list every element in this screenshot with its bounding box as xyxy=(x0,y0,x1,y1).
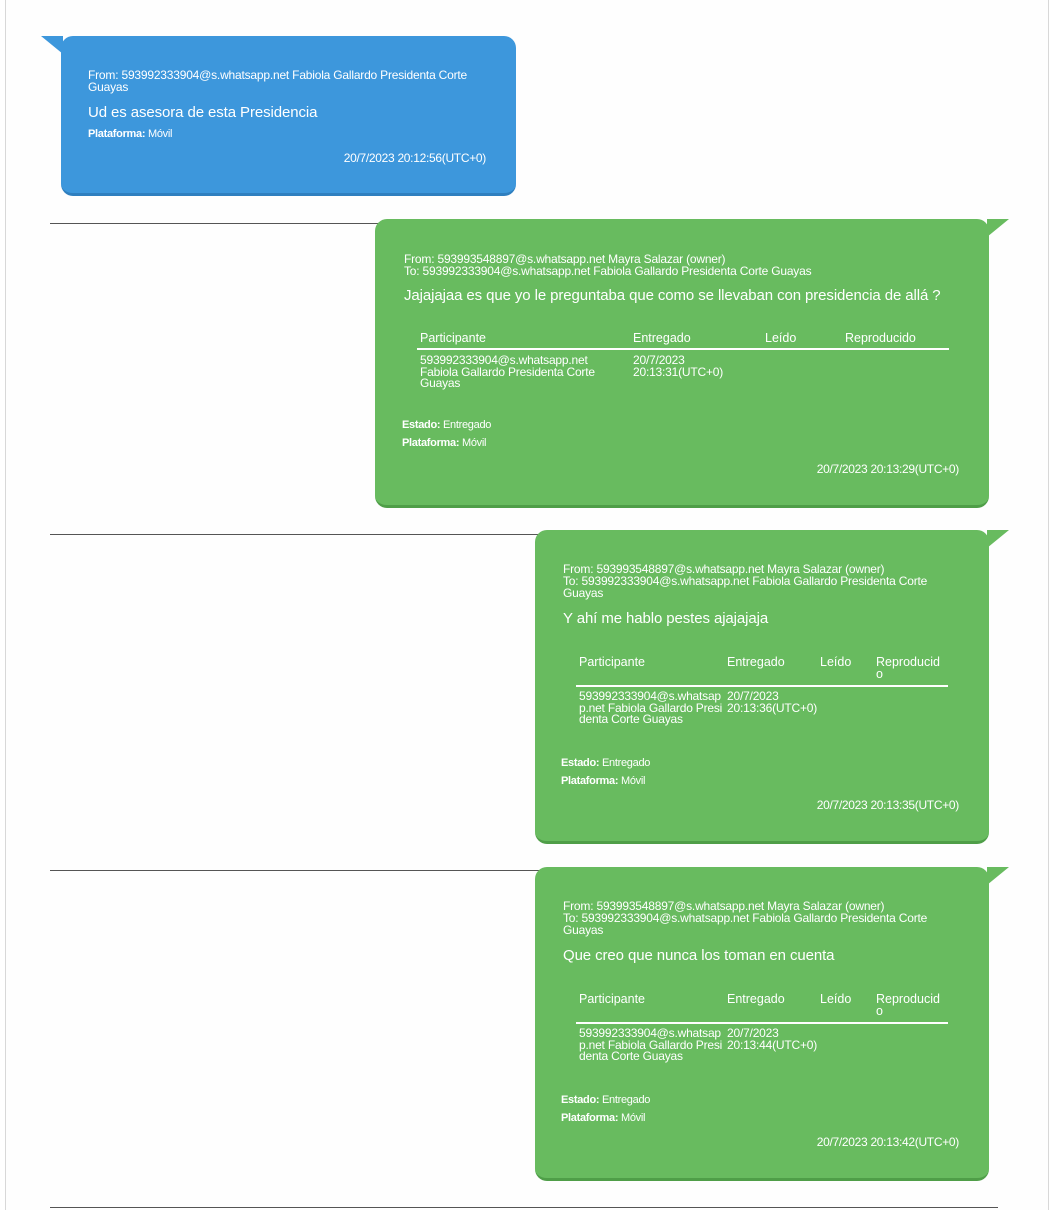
message-platform: Plataforma: Móvil xyxy=(561,1112,646,1124)
message-body: Y ahí me hablo pestes ajajajaja xyxy=(563,610,769,627)
message-body: Ud es asesora de esta Presidencia xyxy=(88,104,318,121)
message-platform: Plataforma: Móvil xyxy=(88,128,173,140)
col-delivered-header: Entregado xyxy=(633,331,691,345)
delivered-cell: 20/7/2023 20:13:31(UTC+0) xyxy=(633,353,724,379)
message-separator xyxy=(50,534,540,535)
message-platform: Plataforma: Móvil xyxy=(402,437,487,449)
col-played-header: Reproducido xyxy=(876,992,940,1018)
message-from: From: 593993548897@s.whatsapp.net Mayra Salazar (owner) xyxy=(404,252,726,266)
col-read-header: Leído xyxy=(765,331,797,345)
col-played-header: Reproducido xyxy=(845,331,916,345)
col-participant-header: Participante xyxy=(579,992,646,1006)
message-status: Estado: Entregado xyxy=(561,1094,651,1106)
col-read-header: Leído xyxy=(820,992,852,1006)
bubble-tail xyxy=(987,530,1009,548)
message-status: Estado: Entregado xyxy=(561,757,651,769)
col-participant-header: Participante xyxy=(579,655,646,669)
message-from: From: 593992333904@s.whatsapp.net Fabiola Gallardo Presidenta Corte Guayas xyxy=(88,68,468,94)
message-bubble-outgoing xyxy=(375,219,989,508)
message-to: To: 593992333904@s.whatsapp.net Fabiola Gallardo Presidenta Corte Guayas xyxy=(404,264,812,278)
message-to: To: 593992333904@s.whatsapp.net Fabiola Gallardo Presidenta Corte Guayas xyxy=(563,574,928,600)
bubble-tail xyxy=(987,219,1009,237)
message-platform: Plataforma: Móvil xyxy=(561,775,646,787)
participant-cell: 593992333904@s.whatsapp.net Fabiola Gallardo Presidenta Corte Guayas xyxy=(420,353,595,390)
message-timestamp: 20/7/2023 20:12:56(UTC+0) xyxy=(343,151,486,165)
message-bubble-incoming xyxy=(61,36,516,196)
message-from: From: 593993548897@s.whatsapp.net Mayra Salazar (owner) xyxy=(563,899,885,913)
col-played-header: Reproducido xyxy=(876,655,940,681)
col-participant-header: Participante xyxy=(420,331,487,345)
col-delivered-header: Entregado xyxy=(727,992,785,1006)
message-bubble-outgoing xyxy=(535,530,989,844)
participant-cell: 593992333904@s.whatsapp.net Fabiola Gallardo Presidenta Corte Guayas xyxy=(579,1026,723,1063)
message-status: Estado: Entregado xyxy=(402,419,492,431)
participant-cell: 593992333904@s.whatsapp.net Fabiola Gallardo Presidenta Corte Guayas xyxy=(579,689,723,726)
table-header-rule xyxy=(576,1022,948,1024)
col-read-header: Leído xyxy=(820,655,852,669)
delivered-cell: 20/7/2023 20:13:36(UTC+0) xyxy=(727,689,818,715)
message-timestamp: 20/7/2023 20:13:42(UTC+0) xyxy=(816,1135,959,1149)
message-body: Jajajajaa es que yo le preguntaba que como se llevaban con presidencia de allá ? xyxy=(404,287,941,304)
message-separator xyxy=(50,1207,998,1208)
col-delivered-header: Entregado xyxy=(727,655,785,669)
table-header-rule xyxy=(576,685,948,687)
message-timestamp: 20/7/2023 20:13:35(UTC+0) xyxy=(816,798,959,812)
delivered-cell: 20/7/2023 20:13:44(UTC+0) xyxy=(727,1026,818,1052)
table-header-rule xyxy=(417,348,949,350)
bubble-tail xyxy=(987,867,1009,885)
message-timestamp: 20/7/2023 20:13:29(UTC+0) xyxy=(816,462,959,476)
message-bubble-outgoing xyxy=(535,867,989,1181)
message-from: From: 593993548897@s.whatsapp.net Mayra Salazar (owner) xyxy=(563,562,885,576)
message-to: To: 593992333904@s.whatsapp.net Fabiola Gallardo Presidenta Corte Guayas xyxy=(563,911,928,937)
bubble-tail xyxy=(41,36,63,54)
message-body: Que creo que nunca los toman en cuenta xyxy=(563,947,835,964)
message-separator xyxy=(50,223,380,224)
message-separator xyxy=(50,870,540,871)
